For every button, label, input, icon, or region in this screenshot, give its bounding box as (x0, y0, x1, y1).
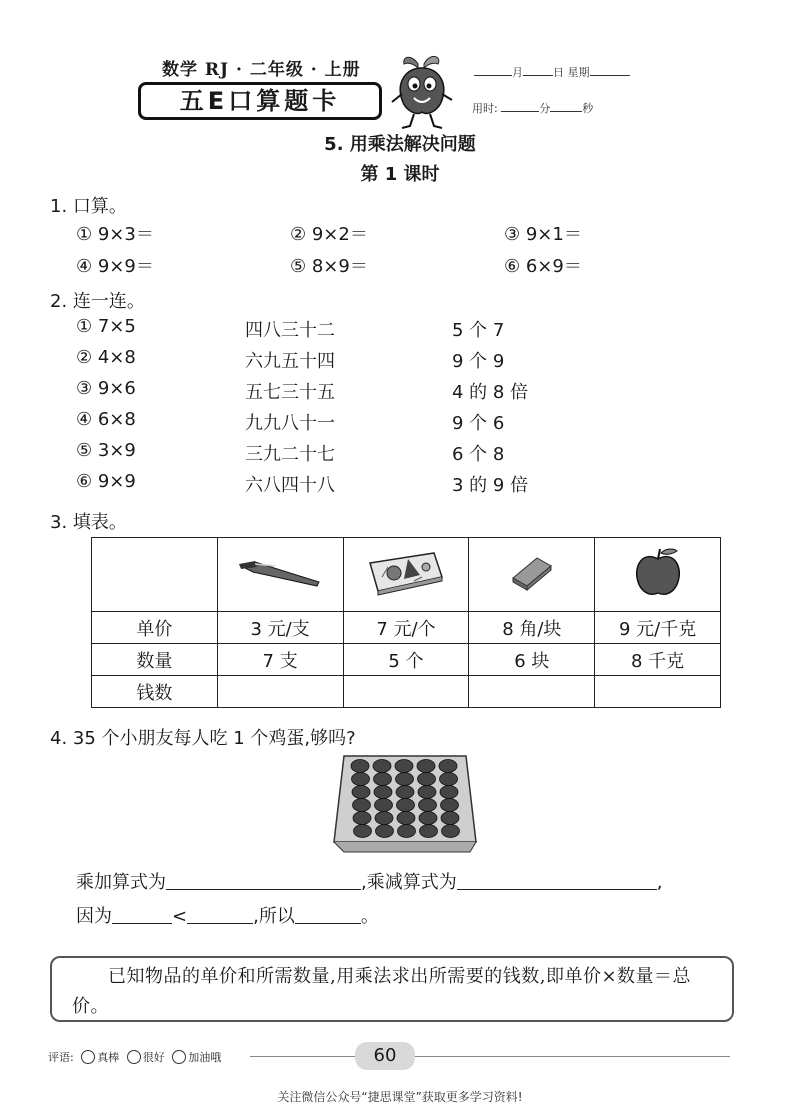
eraser-icon (507, 552, 557, 592)
egg (352, 773, 370, 786)
egg-tray-icon (330, 752, 480, 854)
q1-heading: 1. 口算。 (50, 196, 127, 217)
q2-expression[interactable]: ③ 9×6 (76, 378, 136, 399)
q2-rhyme[interactable]: 三九二十七 (245, 444, 335, 465)
q2-meaning[interactable]: 3 的 9 倍 (452, 475, 529, 496)
total-answer-cell[interactable] (469, 676, 595, 708)
table-corner-cell (92, 538, 218, 612)
q4-line-2 (76, 902, 379, 928)
q1-item: ① 9×3＝ (76, 224, 154, 245)
q2-rhyme[interactable]: 九九八十一 (245, 413, 335, 434)
minute-blank[interactable] (501, 102, 539, 112)
day-blank[interactable] (523, 66, 553, 76)
q2-rhyme[interactable]: 四八三十二 (245, 320, 335, 341)
total-answer-cell[interactable] (343, 676, 469, 708)
q2-expression[interactable]: ⑥ 9×9 (76, 471, 136, 492)
page-number: 60 (355, 1042, 415, 1070)
egg (354, 825, 372, 838)
egg (351, 760, 369, 773)
pencil-case-icon (364, 547, 448, 597)
unit-price-cell: 9 元/千克 (595, 612, 721, 644)
q1-item: ⑤ 8×9＝ (290, 256, 368, 277)
unit-price-cell: 3 元/支 (217, 612, 343, 644)
table-image-cell (469, 538, 595, 612)
quantity-cell: 7 支 (217, 644, 343, 676)
egg (439, 760, 457, 773)
table-image-cell (595, 538, 721, 612)
q4-so-label: ,所以 (253, 906, 295, 927)
egg (396, 773, 414, 786)
egg (441, 812, 459, 825)
egg (397, 812, 415, 825)
egg (373, 760, 391, 773)
q2-expression[interactable]: ① 7×5 (76, 316, 136, 337)
date-line (474, 64, 630, 80)
egg (419, 799, 437, 812)
rating-cheer: 加油哦 (188, 1051, 222, 1064)
q4-because-label: 因为 (76, 906, 112, 927)
q4-less-than: < (172, 906, 188, 927)
egg (374, 786, 392, 799)
page-title: 5. 用乘法解决问题 (324, 134, 476, 155)
q2-heading: 2. 连一连。 (50, 291, 145, 312)
q1-item: ② 9×2＝ (290, 224, 368, 245)
quantity-cell: 5 个 (343, 644, 469, 676)
q4-conclusion-blank[interactable] (295, 904, 361, 924)
q4-compare-left-blank[interactable] (112, 904, 172, 924)
egg (420, 825, 438, 838)
egg (440, 786, 458, 799)
table-image-cell (217, 538, 343, 612)
egg (353, 799, 371, 812)
row-label-unit-price: 单价 (92, 612, 218, 644)
month-blank[interactable] (474, 66, 512, 76)
q2-meaning[interactable]: 5 个 7 (452, 320, 505, 341)
egg (353, 812, 371, 825)
rating-great: 真棒 (97, 1051, 120, 1064)
q2-meaning[interactable]: 9 个 6 (452, 413, 505, 434)
rating-good: 很好 (142, 1051, 165, 1064)
total-answer-cell[interactable] (595, 676, 721, 708)
q1-item: ④ 9×9＝ (76, 256, 154, 277)
egg (375, 812, 393, 825)
egg (375, 799, 393, 812)
q4-compare-right-blank[interactable] (187, 904, 253, 924)
q2-rhyme[interactable]: 六八四十八 (245, 475, 335, 496)
q2-expression[interactable]: ④ 6×8 (76, 409, 136, 430)
minute-label: 分 (539, 102, 551, 115)
apple-icon (633, 545, 683, 599)
second-label: 秒 (582, 102, 594, 115)
q4-multiply-subtract-blank[interactable] (457, 870, 657, 890)
egg (395, 760, 413, 773)
q2-meaning[interactable]: 9 个 9 (452, 351, 505, 372)
q2-expression[interactable]: ⑤ 3×9 (76, 440, 136, 461)
weekday-blank[interactable] (590, 66, 630, 76)
egg (374, 773, 392, 786)
time-line (472, 100, 593, 116)
total-answer-cell[interactable] (217, 676, 343, 708)
unit-price-cell: 8 角/块 (469, 612, 595, 644)
egg (418, 786, 436, 799)
egg (398, 825, 416, 838)
smiley-good-icon[interactable] (127, 1050, 141, 1064)
tip-text: 已知物品的单价和所需数量,用乘法求出所需要的钱数,即单价×数量＝总价。 (72, 966, 692, 1017)
q2-meaning[interactable]: 6 个 8 (452, 444, 505, 465)
egg (352, 786, 370, 799)
rating-bar (48, 1049, 221, 1065)
second-blank[interactable] (550, 102, 582, 112)
q3-heading: 3. 填表。 (50, 512, 127, 533)
q2-expression[interactable]: ② 4×8 (76, 347, 136, 368)
quantity-cell: 8 千克 (595, 644, 721, 676)
egg (440, 773, 458, 786)
q4-line-1 (76, 868, 662, 894)
smiley-great-icon[interactable] (81, 1050, 95, 1064)
q2-rhyme[interactable]: 五七三十五 (245, 382, 335, 403)
page-subtitle: 第 1 课时 (360, 164, 440, 185)
footer-note: 关注微信公众号“捷思课堂”获取更多学习资料! (277, 1090, 523, 1104)
q4-heading: 4. 35 个小朋友每人吃 1 个鸡蛋,够吗? (50, 728, 356, 749)
egg (396, 786, 414, 799)
egg (397, 799, 415, 812)
q4-line2-end: 。 (360, 906, 379, 927)
pen-icon (235, 552, 325, 592)
row-label-total: 钱数 (92, 676, 218, 708)
month-label: 月 (512, 66, 523, 79)
q4-multiply-add-blank[interactable] (166, 870, 361, 890)
brand-box: 五E口算题卡 (138, 82, 382, 120)
egg (417, 760, 435, 773)
row-label-quantity: 数量 (92, 644, 218, 676)
rating-label: 评语: (48, 1051, 74, 1064)
q4-line1-end: , (656, 872, 663, 893)
price-table (91, 537, 721, 708)
table-image-cell (343, 538, 469, 612)
weekday-label: 星期 (567, 66, 590, 79)
day-label: 日 (553, 66, 564, 79)
egg (376, 825, 394, 838)
smiley-cheer-icon[interactable] (172, 1050, 186, 1064)
q1-item: ③ 9×1＝ (504, 224, 582, 245)
quantity-cell: 6 块 (469, 644, 595, 676)
egg (418, 773, 436, 786)
q2-meaning[interactable]: 4 的 8 倍 (452, 382, 529, 403)
q1-item: ⑥ 6×9＝ (504, 256, 582, 277)
footer-divider (250, 1056, 730, 1057)
egg (442, 825, 460, 838)
time-used-label: 用时: (472, 102, 498, 115)
unit-price-cell: 7 元/个 (343, 612, 469, 644)
series-label: 数学 RJ · 二年级 · 上册 (162, 60, 361, 80)
q2-rhyme[interactable]: 六九五十四 (245, 351, 335, 372)
q4-add-label: 乘加算式为 (76, 872, 166, 893)
q4-subtract-label: ,乘减算式为 (361, 872, 457, 893)
egg (441, 799, 459, 812)
mascot-icon (388, 50, 458, 130)
egg (419, 812, 437, 825)
